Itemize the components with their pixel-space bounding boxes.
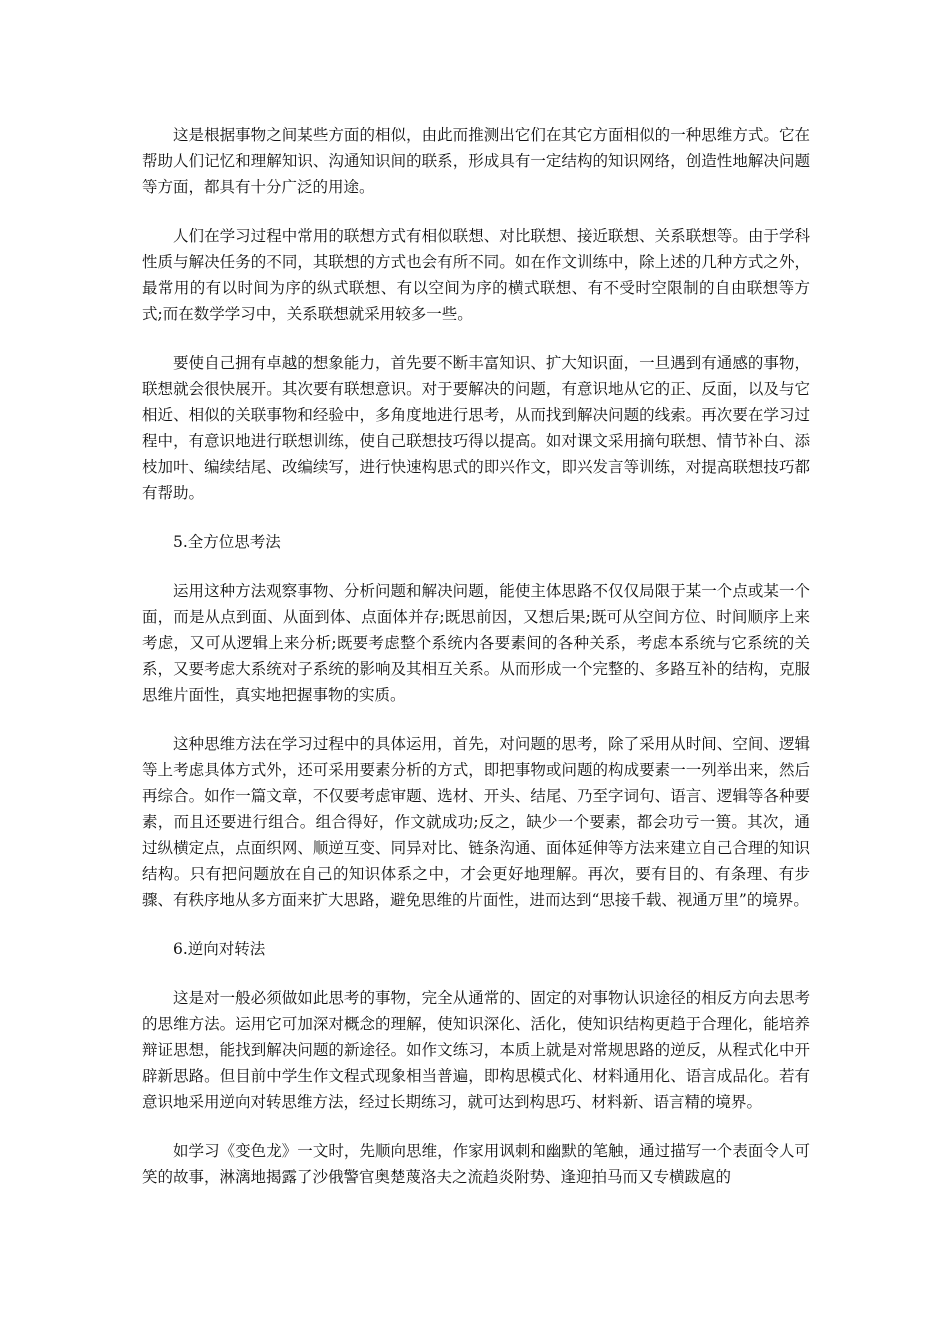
paragraph-analogy-definition: 这是根据事物之间某些方面的相似，由此而推测出它们在其它方面相似的一种思维方式。它在帮助人们记忆和理解知识、沟通知识间的联系，形成具有一定结构的知识网络，创造性地解决问题等方面，都具有十分广泛的用途。 (142, 126, 810, 196)
paragraph-reverse-method: 这是对一般必须做如此思考的事物，完全从通常的、固定的对事物认识途径的相反方向去思考的思维方法。运用它可加深对概念的理解，使知识深化、活化，使知识结构更趋于合理化，能培养辩证思想，能找到解决问题的新途径。如作文练习，本质上就是对常规思路的逆反，从程式化中开辟新思路。但目前中学生作文程式现象相当普遍，即构思模式化、材料通用化、语言成品化。若有意识地采用逆向对转思维方法，经过长期练习，就可达到构思巧、材料新、语言精的境界。 (142, 989, 810, 1111)
paragraph-allround-application: 这种思维方法在学习过程中的具体运用，首先，对问题的思考，除了采用从时间、空间、逻辑等上考虑具体方式外，还可采用要素分析的方式，即把事物或问题的构成要素一一列举出来，然后再综合。如作一篇文章，不仅要考虑审题、选材、开头、结尾、乃至字词句、语言、逻辑等各种要素，而且还要进行组合。组合得好，作文就成功;反之，缺少一个要素，都会功亏一篑。其次，通过纵横定点，点面织网、顺逆互变、同异对比、链条沟通、面体延伸等方法来建立自己合理的知识结构。只有把问题放在自己的知识体系之中，才会更好地理解。再次，要有目的、有条理、有步骤、有秩序地从多方面来扩大思路，避免思维的片面性，进而达到“思接千载、视通万里”的境界。 (142, 735, 810, 909)
section-heading-6: 6.逆向对转法 (173, 940, 266, 958)
document-body (142, 122, 810, 1213)
paragraph-allround-method: 运用这种方法观察事物、分析问题和解决问题，能使主体思路不仅仅局限于某一个点或某一个面，而是从点到面、从面到体、点面体并存;既思前因，又想后果;既可从空间方位、时间顺序上来考虑，又可从逻辑上来分析;既要考虑整个系统内各要素间的各种关系，考虑本系统与它系统的关系，又要考虑大系统对子系统的影响及其相互关系。从而形成一个完整的、多路互补的结构，克服思维片面性，真实地把握事物的实质。 (142, 582, 810, 704)
paragraph-chameleon-example: 如学习《变色龙》一文时，先顺向思维，作家用讽刺和幽默的笔触，通过描写一个表面令人可笑的故事，淋漓地揭露了沙俄警官奥楚蔑洛夫之流趋炎附势、逢迎拍马而又专横跋扈的 (142, 1142, 810, 1186)
paragraph-imagination-ability: 要使自己拥有卓越的想象能力，首先要不断丰富知识、扩大知识面，一旦遇到有通感的事物，联想就会很快展开。其次要有联想意识。对于要解决的问题，有意识地从它的正、反面，以及与它相近、相似的关联事物和经验中，多角度地进行思考，从而找到解决问题的线索。再次要在学习过程中，有意识地进行联想训练，使自己联想技巧得以提高。如对课文采用摘句联想、情节补白、添枝加叶、编续结尾、改编续写，进行快速构思式的即兴作文，即兴发言等训练，对提高联想技巧都有帮助。 (142, 354, 810, 502)
paragraph-association-types: 人们在学习过程中常用的联想方式有相似联想、对比联想、接近联想、关系联想等。由于学科性质与解决任务的不同，其联想的方式也会有所不同。如在作文训练中，除上述的几种方式之外，最常用的有以时间为序的纵式联想、有以空间为序的横式联想、有不受时空限制的自由联想等方式;而在数学学习中，关系联想就采用较多一些。 (142, 227, 810, 323)
section-heading-5: 5.全方位思考法 (173, 533, 281, 551)
